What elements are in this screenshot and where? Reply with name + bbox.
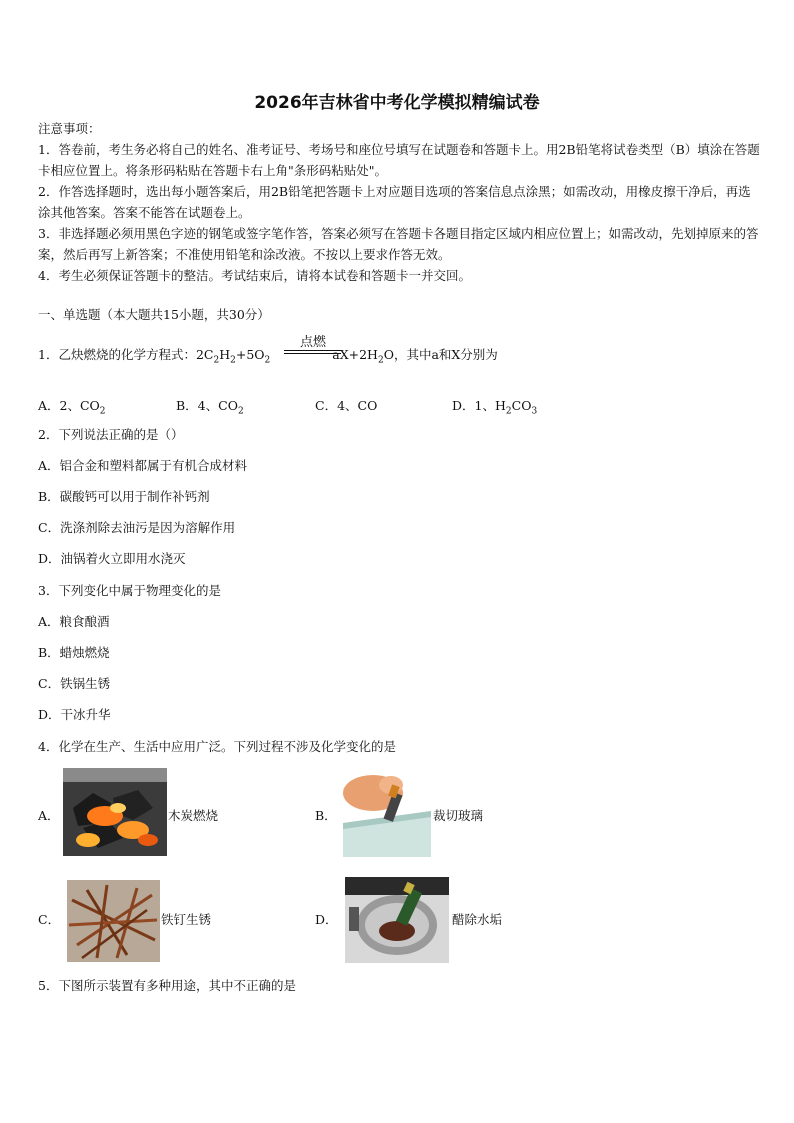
vinegar-kettle-icon [345, 877, 449, 963]
q4-option-a-label[interactable]: A． [38, 808, 60, 823]
q4-option-c-label[interactable]: C． [38, 912, 61, 927]
q2-option-a[interactable]: A．铝合金和塑料都属于有机合成材料 [38, 458, 248, 473]
q4-option-d-label[interactable]: D． [315, 912, 338, 927]
q3-option-b[interactable]: B．蜡烛燃烧 [38, 645, 110, 660]
q2-option-c[interactable]: C．洗涤剂除去油污是因为溶解作用 [38, 520, 236, 535]
burning-charcoal-icon [63, 768, 167, 856]
section-heading: 一、单选题（本大题共15小题，共30分） [38, 307, 270, 322]
notice-item: 2．作答选择题时，选出每小题答案后，用2B铅笔把答题卡上对应题目选项的答案信息点涂黑；如需改动，用橡皮擦干净后，再选涂其他答案。答案不能答在试题卷上。 [38, 184, 751, 220]
q1-option-b[interactable]: B．4、$CO_2$ [176, 398, 244, 417]
notice-block [38, 118, 760, 286]
notice-heading: 注意事项： [38, 121, 101, 136]
notice-item: 1．答卷前，考生务必将自己的姓名、准考证号、考场号和座位号填写在试题卷和答题卡上。用2B铅笔将试卷类型（B）填涂在答题卡相应位置上。将条形码粘贴在答题卡右上角"条形码粘贴处"。 [38, 142, 760, 178]
notice-item: 4．考生必须保证答题卡的整洁。考试结束后，请将本试卷和答题卡一并交回。 [38, 268, 471, 283]
q2-stem: 2．下列说法正确的是（） [38, 427, 184, 442]
q3-option-d[interactable]: D．干冰升华 [38, 707, 111, 722]
glass-cutting-icon [343, 771, 431, 857]
q1-option-a[interactable]: A．2、$CO_2$ [38, 398, 106, 417]
q4-option-b-label[interactable]: B． [315, 808, 337, 823]
page-title: 2026年吉林省中考化学模拟精编试卷 [254, 93, 540, 113]
q4-option-c-caption: 铁钉生锈 [161, 912, 212, 927]
notice-item: 3．非选择题必须用黑色字迹的钢笔或签字笔作答，答案必须写在答题卡各题目指定区域内相应位置上；如需改动，先划掉原来的答案，然后再写上新答案；不准使用铅笔和涂改液。不按以上要求作答无效。 [38, 226, 759, 262]
q3-option-c[interactable]: C．铁锅生锈 [38, 676, 111, 691]
rusty-nails-icon [67, 880, 160, 962]
q2-option-d[interactable]: D．油锅着火立即用水浇灭 [38, 551, 186, 566]
q2-option-b[interactable]: B．碳酸钙可以用于制作补钙剂 [38, 489, 210, 504]
q3-option-a[interactable]: A．粮食酿酒 [38, 614, 110, 629]
q4-option-b-caption: 裁切玻璃 [433, 808, 484, 823]
q1-option-c[interactable]: C．4、CO [315, 398, 378, 413]
reaction-condition: 点燃 [299, 335, 326, 350]
q1-product: aX+2H [332, 347, 378, 362]
q4-option-a-caption: 木炭燃烧 [168, 808, 219, 823]
q4-option-d-caption: 醋除水垢 [452, 912, 503, 927]
q5-stem: 5．下图所示装置有多种用途，其中不正确的是 [38, 978, 296, 993]
q1-prefix: 1．乙炔燃烧的化学方程式：2C [38, 347, 214, 362]
q1-tail: ，其中a和X分别为 [393, 347, 498, 362]
q4-stem: 4．化学在生产、生活中应用广泛。下列过程不涉及化学变化的是 [38, 739, 396, 754]
q3-stem: 3．下列变化中属于物理变化的是 [38, 583, 221, 598]
q1-option-d[interactable]: D．1、$H_2CO_3$ [452, 398, 538, 417]
q1-stem: 1．乙炔燃烧的化学方程式：$2C_2H_2+5O_2$ $aX+2H_2O$，其中a和X分别为 [38, 347, 498, 366]
